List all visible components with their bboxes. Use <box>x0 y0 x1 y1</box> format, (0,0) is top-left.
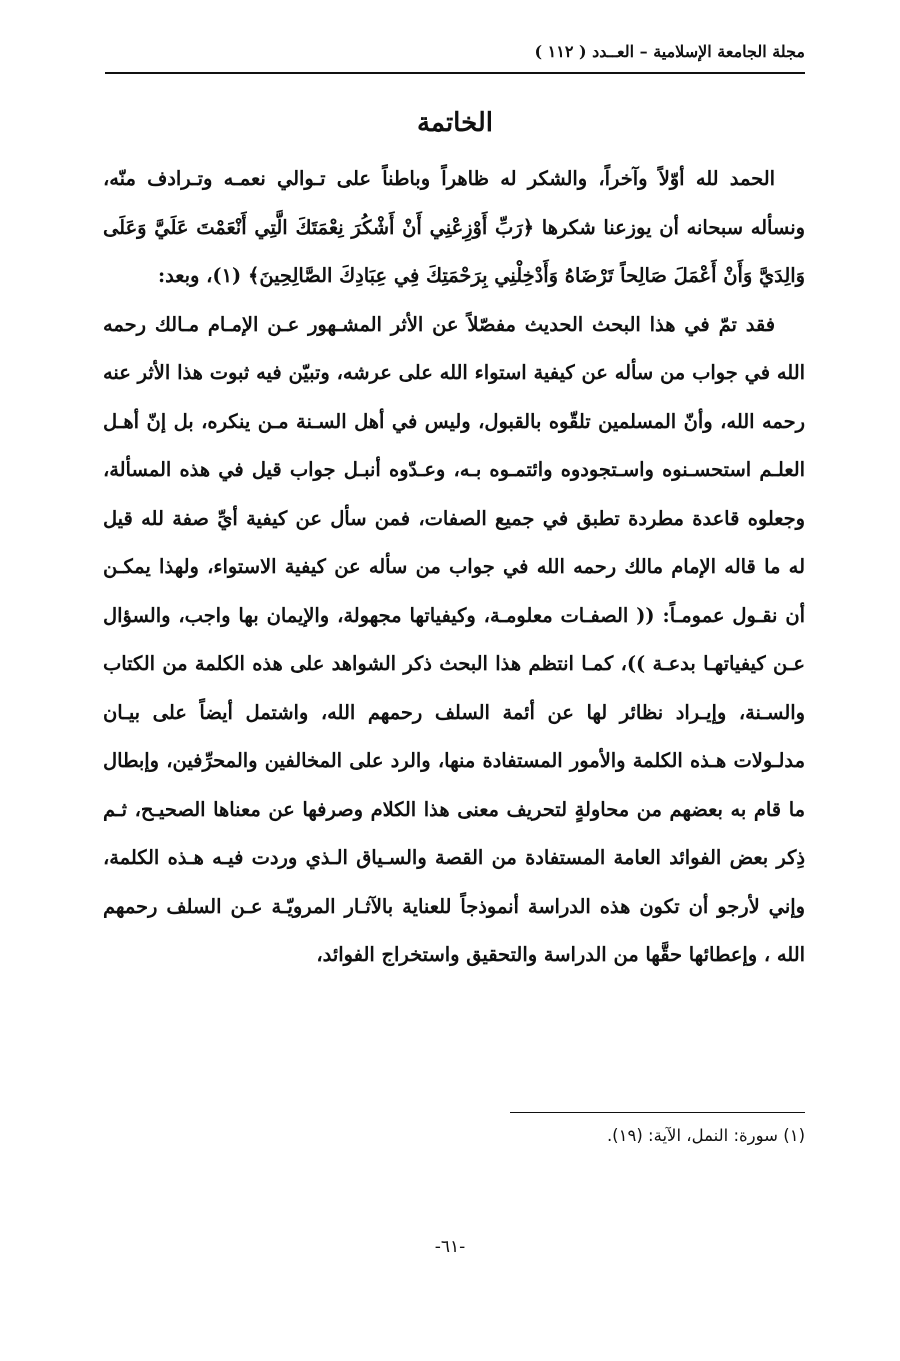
page-number: -٦١- <box>434 1237 466 1257</box>
header-rule <box>105 72 805 74</box>
paragraph-summary: فقد تمّ في هذا البحث الحديث مفصّلاً عن الأثر المشـهور عـن الإمـام مـالك رحمه الله في جواب من سأله عن كيفية استواء الله على عرشه، وتبيّن فيه ثبوت هذا الأثر عنه رحمه الله، وأنّ المسلمين تلقّوه بالقبول، وليس في أهل السـنة مـن ينكره، بل إنّ أهـل العلـم استحسـنوه واسـتجودوه وائتمـوه بـه، وعـدّوه أنبـل جواب قيل في هذه المسألة، وجعلوه قاعدة مطردة تطبق في جميع الصفات، فمن سأل عن كيفية أيِّ صفة لله قيل له ما قاله الإمام مالك رحمه الله في جواب من سأله عن كيفية الاستواء، ولهذا يمكـن أن نقـول عمومـاً: (( الصفـات معلومـة، وكيفياتها مجهولة، والإيمان بها واجب، والسؤال عـن كيفياتهـا بدعـة ))، كمـا انتظم هذا البحث ذكر الشواهد على هذه الكلمة من الكتاب والسـنة، وإيـراد نظائر لها عن أئمة السلف رحمهم الله، واشتمل أيضاً على بيـان مدلـولات هـذه الكلمة والأمور المستفادة منها، والرد على المخالفين والمحرِّفين، وإبطال ما قام به بعضهم من محاولةٍ لتحريف معنى هذا الكلام وصرفها عن معناها الصحيـح، ثـم ذِكر بعض الفوائد العامة المستفادة من القصة والسـياق الـذي وردت فيـه هـذه الكلمة، وإني لأرجو أن تكون هذه الدراسة أنموذجاً للعناية بالآثـار المرويّـة عـن السلف رحمهم الله ، وإعطائها حقَّها من الدراسة والتحقيق واستخراج الفوائد، <box>103 312 805 966</box>
section-title: الخاتمة <box>416 108 494 138</box>
paragraph-intro: الحمد لله أوّلاً وآخراً، والشكر له ظاهراً وباطناً على تـوالي نعمـه وتـرادف منّه، ونسأله سبحانه أن يوزعنا شكرها ﴿رَبِّ أَوْزِعْنِي أَنْ أَشْكُرَ نِعْمَتَكَ الَّتِي أَنْعَمْتَ عَلَيَّ وَعَلَى وَالِدَيَّ وَأَنْ أَعْمَلَ صَالِحاً تَرْضَاهُ وَأَدْخِلْنِي بِرَحْمَتِكَ فِي عِبَادِكَ الصَّالِحِينَ﴾ (١)، وبعد: <box>103 167 805 287</box>
running-header: مجلة الجامعة الإسلامية – العــدد ( ١١٢ ) <box>534 42 805 61</box>
footnote: (١) سورة: النمل، الآية: (١٩). <box>606 1126 805 1145</box>
body-text <box>103 155 805 980</box>
footnote-rule <box>510 1112 805 1113</box>
